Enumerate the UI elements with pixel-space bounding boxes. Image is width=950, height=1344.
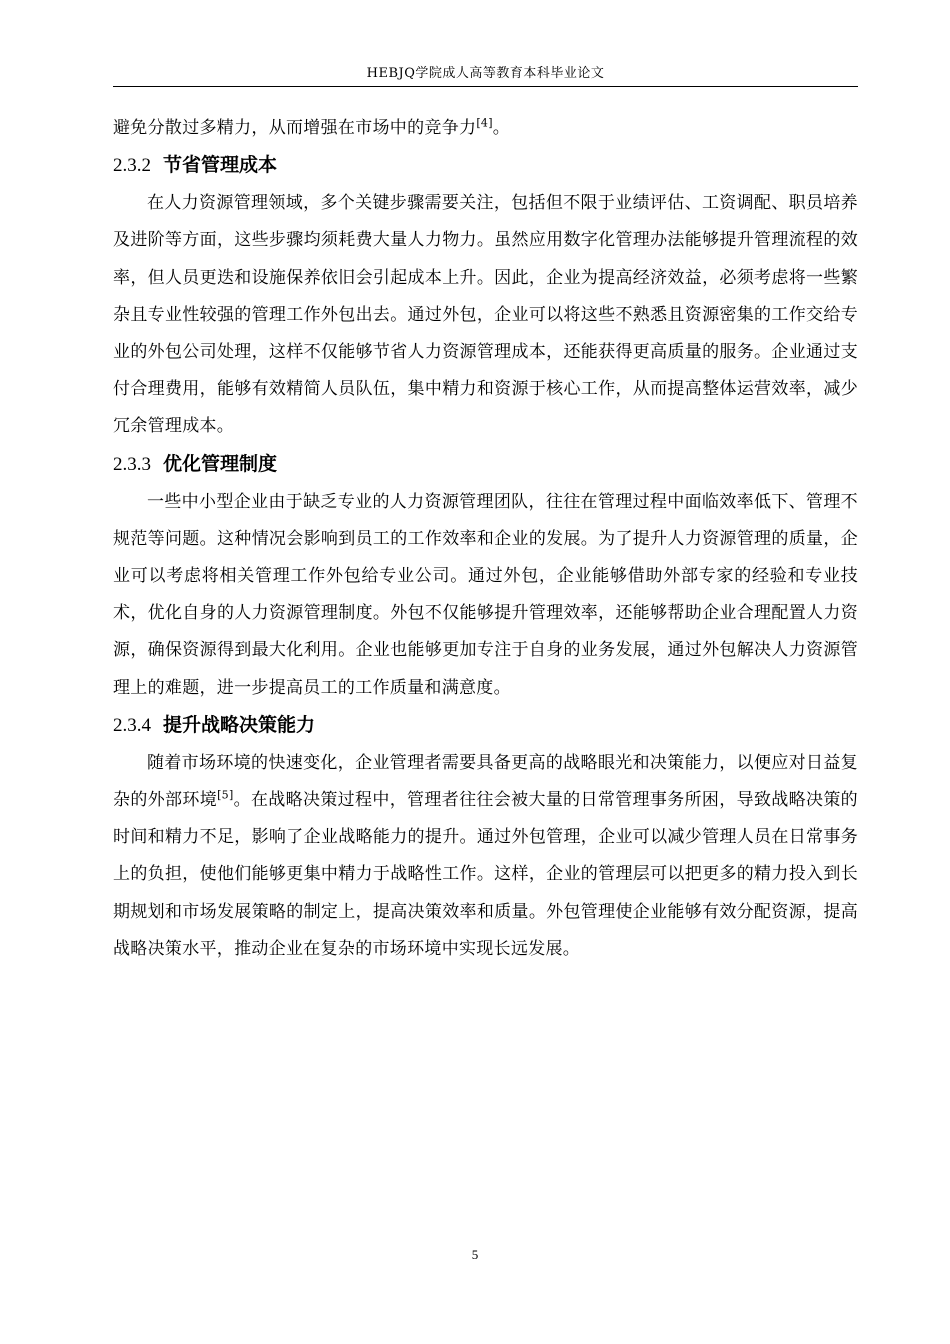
header-title: HEBJQ学院成人高等教育本科毕业论文 (366, 66, 605, 81)
section-number: 2.3.3 (113, 453, 151, 475)
citation-4: [4] (476, 116, 493, 130)
section-body-2-3-2: 在人力资源管理领域，多个关键步骤需要关注，包括但不限于业绩评估、工资调配、职员培养及进阶等方面，这些步骤均须耗费大量人力物力。虽然应用数字化管理办法能够提升管理流程的效率，但人员更迭和设施保养依旧会引起成本上升。因此，企业为提高经济效益，必须考虑将一些繁杂且专业性较强的管理工作外包出去。通过外包，企业可以将这些不熟悉且资源密集的工作交给专业的外包公司处理，这样不仅能够节省人力资源管理成本，还能获得更高质量的服务。企业通过支付合理费用，能够有效精简人员队伍，集中精力和资源于核心工作，从而提高整体运营效率，减少冗余管理成本。 (113, 193, 858, 437)
section-heading-2-3-3 (113, 446, 858, 484)
section-title: 节省管理成本 (163, 154, 278, 177)
page-header (113, 62, 858, 87)
section-body-2-3-4 (113, 745, 858, 968)
intro-paragraph (113, 110, 858, 147)
intro-end: 。 (492, 118, 511, 138)
section-number: 2.3.2 (113, 155, 151, 177)
section-number: 2.3.4 (113, 714, 151, 736)
page-number: 5 (471, 1247, 479, 1262)
intro-text: 避免分散过多精力，从而增强在市场中的竞争力 (113, 118, 477, 138)
body-before-cite: 随着市场环境的快速变化，企业管理者需要具备更高的战略眼光和决策能力，以便应对日益复杂的外部环境 (113, 752, 858, 811)
section-title: 提升战略决策能力 (163, 713, 316, 736)
body-after-cite: 。在战略决策过程中，管理者往往会被大量的日常管理事务所困，导致战略决策的时间和精力不足，影响了企业战略能力的提升。通过外包管理，企业可以减少管理人员在日常事务上的负担，使他们能够更集中精力于战略性工作。这样，企业的管理层可以把更多的精力投入到长期规划和市场发展策略的制定上，提高决策效率和质量。外包管理使企业能够有效分配资源，提高战略决策水平，推动企业在复杂的市场环境中实现长远发展。 (113, 790, 858, 959)
section-body-2-3-3: 一些中小型企业由于缺乏专业的人力资源管理团队，往往在管理过程中面临效率低下、管理不规范等问题。这种情况会影响到员工的工作效率和企业的发展。为了提升人力资源管理的质量，企业可以考虑将相关管理工作外包给专业公司。通过外包，企业能够借助外部专家的经验和专业技术，优化自身的人力资源管理制度。外包不仅能够提升管理效率，还能够帮助企业合理配置人力资源，确保资源得到最大化利用。企业也能够更加专注于自身的业务发展，通过外包解决人力资源管理上的难题，进一步提高员工的工作质量和满意度。 (113, 491, 858, 698)
section-title: 优化管理制度 (163, 452, 278, 475)
section-heading-2-3-2 (113, 147, 858, 185)
document-body (113, 110, 858, 968)
citation-5: [5] (217, 788, 234, 802)
section-heading-2-3-4 (113, 707, 858, 745)
